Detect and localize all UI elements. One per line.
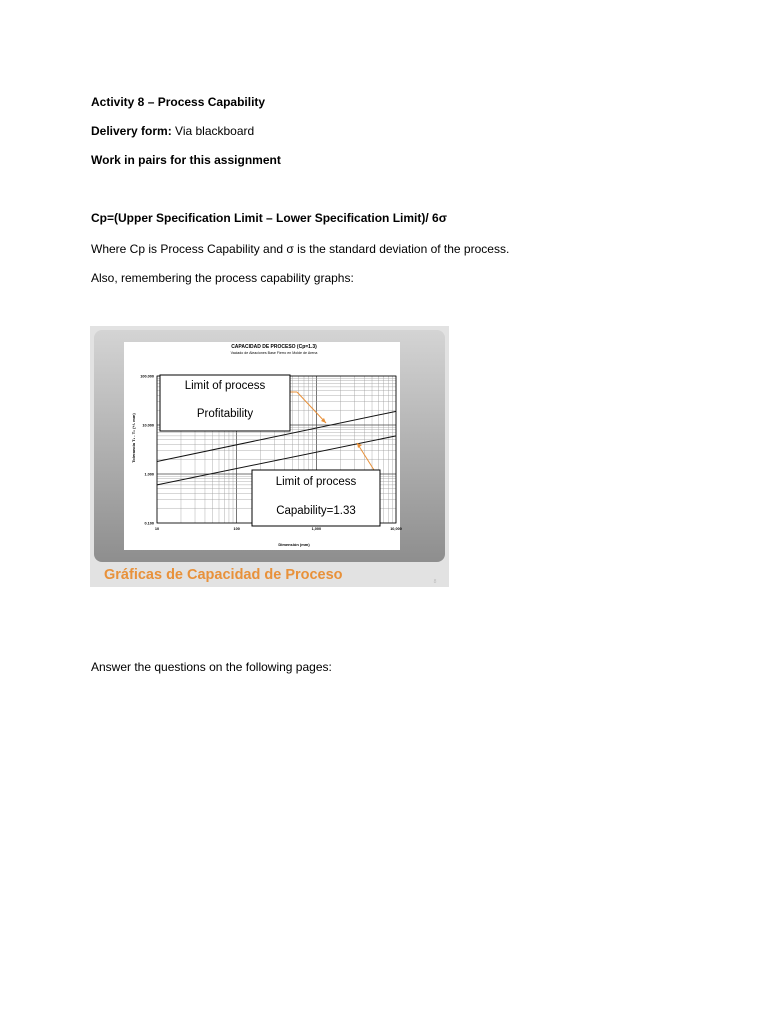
where-text: Where Cp is Process Capability and σ is the standard deviation of the process.	[91, 242, 510, 256]
also-text: Also, remembering the process capability graphs:	[91, 271, 354, 285]
callout-top-line2: Profitability	[196, 408, 254, 420]
x-axis-label: Dimensión (mm)	[278, 542, 310, 547]
activity-title: Activity 8 – Process Capability	[91, 95, 266, 109]
callout-top-line1: Limit of process	[184, 380, 266, 392]
capability-chart	[90, 326, 449, 587]
y-axis-label: Tolerancia T₁ - T₂ (+/- mm)	[131, 413, 136, 463]
figure-slide	[90, 326, 449, 587]
x-tick-label: 100	[233, 527, 240, 531]
y-tick-label: 1.000	[144, 472, 154, 477]
delivery-line	[91, 124, 254, 138]
y-tick-label: 10.000	[142, 423, 154, 428]
answer-instruction: Answer the questions on the following pages:	[91, 660, 332, 674]
pairs-note: Work in pairs for this assignment	[91, 153, 281, 167]
x-tick-label: 1,000	[311, 527, 322, 531]
x-tick-label: 10,000	[390, 527, 402, 531]
y-tick-label: 100.000	[140, 374, 154, 379]
chart-title: CAPACIDAD DE PROCESO (Cp=1.3)	[231, 344, 317, 350]
slide-number: 8	[433, 579, 437, 585]
x-tick-label: 10	[154, 527, 160, 531]
y-tick-label: 0.100	[144, 521, 154, 526]
slide-caption: Gráficas de Capacidad de Proceso	[104, 567, 343, 583]
callout-bottom-line2: Capability=1.33	[276, 505, 356, 517]
formula: Cp=(Upper Specification Limit – Lower Specification Limit)/ 6σ	[91, 211, 447, 225]
delivery-label: Delivery form:	[91, 124, 172, 138]
chart-subtitle: Vaciado de Aleaciones Base Fierro en Molde de Arena	[230, 351, 318, 355]
delivery-value: Via blackboard	[171, 124, 255, 138]
callout-bottom-line1: Limit of process	[275, 476, 357, 488]
